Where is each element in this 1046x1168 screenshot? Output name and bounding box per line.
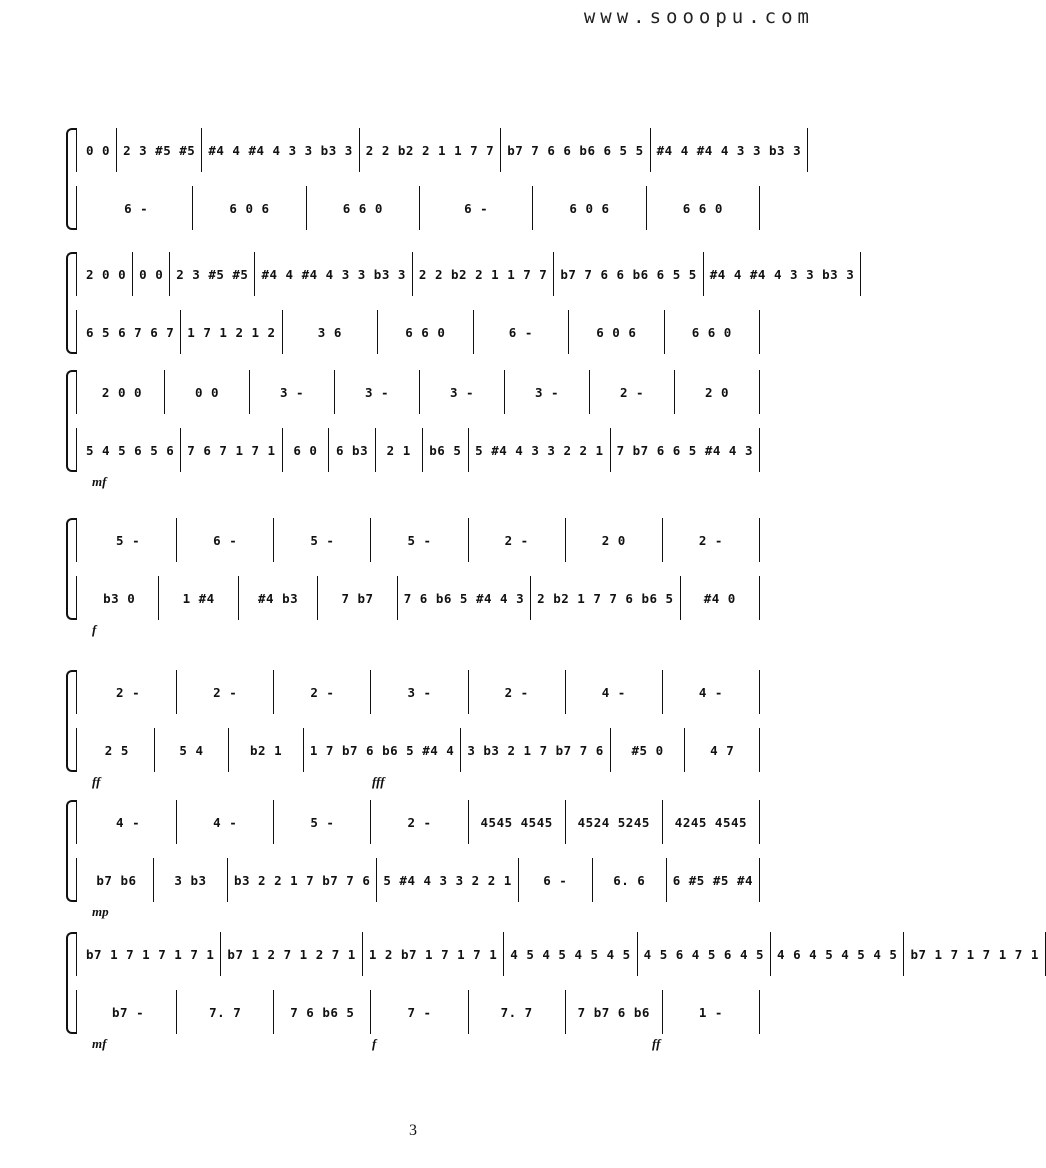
upper-staff xyxy=(72,128,802,172)
measure: #4 4 #4 4 3 3 b3 3 xyxy=(202,128,359,172)
music-system xyxy=(72,932,1039,1051)
measure: b7 7 6 6 b6 6 5 5 xyxy=(501,128,650,172)
measure: 4245 4545 xyxy=(663,800,760,844)
measure: 4 - xyxy=(663,670,760,714)
measure: 0 0 xyxy=(165,370,250,414)
measure: b7 - xyxy=(80,990,177,1034)
measure: b6 5 xyxy=(423,428,470,472)
lower-staff xyxy=(72,186,760,230)
measure: 2 - xyxy=(80,670,177,714)
measure: 7 b7 6 6 5 #4 4 3 xyxy=(611,428,760,472)
measure: 6 6 0 xyxy=(378,310,473,354)
measure: 7 - xyxy=(371,990,468,1034)
measure: 6 6 0 xyxy=(307,186,420,230)
measure: 5 #4 4 3 3 2 2 1 xyxy=(469,428,610,472)
lower-staff xyxy=(72,858,760,902)
measure: 2 0 xyxy=(675,370,760,414)
measure: 3 b3 xyxy=(154,858,228,902)
upper-staff xyxy=(72,370,760,414)
upper-staff xyxy=(72,932,1039,976)
measure: 2 - xyxy=(590,370,675,414)
measure: 2 - xyxy=(274,670,371,714)
measure: 3 - xyxy=(505,370,590,414)
measure: 2 3 #5 #5 xyxy=(117,128,202,172)
measure: 3 - xyxy=(371,670,468,714)
measure: 5 - xyxy=(80,518,177,562)
measure: #4 4 #4 4 3 3 b3 3 xyxy=(651,128,808,172)
measure: 2 0 0 xyxy=(80,370,165,414)
upper-staff xyxy=(72,800,760,844)
measure: 6 - xyxy=(474,310,569,354)
measure: 5 - xyxy=(274,800,371,844)
measure: 7 6 7 1 7 1 xyxy=(181,428,282,472)
measure: 4524 5245 xyxy=(566,800,663,844)
measure: 6 6 0 xyxy=(665,310,760,354)
measure: b7 1 7 1 7 1 7 1 xyxy=(904,932,1045,976)
measure: #5 0 xyxy=(611,728,686,772)
music-system xyxy=(72,670,760,789)
measure: 6 0 xyxy=(283,428,330,472)
measure: 3 - xyxy=(250,370,335,414)
measure: 1 #4 xyxy=(159,576,238,620)
music-system xyxy=(72,518,760,637)
measure: 2 - xyxy=(371,800,468,844)
measure: 2 5 xyxy=(80,728,155,772)
measure: 7. 7 xyxy=(469,990,566,1034)
measure: 2 b2 1 7 7 6 b6 5 xyxy=(531,576,680,620)
music-system xyxy=(72,370,760,489)
measure: 6 - xyxy=(420,186,533,230)
upper-staff xyxy=(72,252,855,296)
lower-staff xyxy=(72,576,760,620)
measure: b7 1 7 1 7 1 7 1 xyxy=(80,932,221,976)
measure: 2 3 #5 #5 xyxy=(170,252,255,296)
dynamic-marking: mp xyxy=(92,904,109,919)
measure: 6 0 6 xyxy=(569,310,664,354)
measure: b7 1 2 7 1 2 7 1 xyxy=(221,932,362,976)
measure: 5 - xyxy=(371,518,468,562)
measure: #4 4 #4 4 3 3 b3 3 xyxy=(704,252,861,296)
measure: 0 0 xyxy=(133,252,170,296)
measure: 0 0 xyxy=(80,128,117,172)
measure: 7 6 b6 5 #4 4 3 xyxy=(398,576,531,620)
upper-staff xyxy=(72,670,760,714)
measure: b3 0 xyxy=(80,576,159,620)
measure: 6 - xyxy=(177,518,274,562)
measure: 5 4 5 6 5 6 xyxy=(80,428,181,472)
measure: 5 - xyxy=(274,518,371,562)
measure: 7 b7 6 b6 xyxy=(566,990,663,1034)
measure: 4 - xyxy=(177,800,274,844)
measure: 4 5 6 4 5 6 4 5 xyxy=(638,932,771,976)
measure: 6 - xyxy=(80,186,193,230)
dynamic-marking: f xyxy=(372,1036,377,1051)
measure: 4545 4545 xyxy=(469,800,566,844)
measure: 4 7 xyxy=(685,728,760,772)
measure: b2 1 xyxy=(229,728,304,772)
measure: 4 6 4 5 4 5 4 5 xyxy=(771,932,904,976)
measure: 5 #4 4 3 3 2 2 1 xyxy=(377,858,518,902)
dynamic-marking: ff xyxy=(652,1036,661,1051)
lower-staff xyxy=(72,728,760,772)
measure: 6 6 0 xyxy=(647,186,760,230)
dynamic-marking: ff xyxy=(92,774,101,789)
measure: b3 2 2 1 7 b7 7 6 xyxy=(228,858,377,902)
page-number: 3 xyxy=(409,1122,417,1139)
music-system xyxy=(72,252,855,354)
dynamic-marking: f xyxy=(92,622,97,637)
music-system xyxy=(72,128,802,230)
measure: 2 1 xyxy=(376,428,423,472)
measure: 2 - xyxy=(469,670,566,714)
measure: 6 0 6 xyxy=(193,186,306,230)
measure: 6 0 6 xyxy=(533,186,646,230)
measure: 3 6 xyxy=(283,310,378,354)
measure: 6 b3 xyxy=(329,428,376,472)
measure: 1 2 b7 1 7 1 7 1 xyxy=(363,932,504,976)
measure: #4 b3 xyxy=(239,576,318,620)
lower-staff xyxy=(72,990,760,1034)
measure: 6 #5 #5 #4 xyxy=(667,858,760,902)
measure: 3 - xyxy=(335,370,420,414)
measure: #4 4 #4 4 3 3 b3 3 xyxy=(255,252,412,296)
measure: b7 b6 xyxy=(80,858,154,902)
dynamic-marking: mf xyxy=(92,474,107,489)
measure: 2 2 b2 2 1 1 7 7 xyxy=(413,252,554,296)
site-watermark: www.sooopu.com xyxy=(583,6,814,28)
dynamic-marking: fff xyxy=(372,774,385,789)
measure: 4 - xyxy=(566,670,663,714)
measure: 2 - xyxy=(469,518,566,562)
measure: #4 0 xyxy=(681,576,760,620)
measure: 1 - xyxy=(663,990,760,1034)
measure: 6 5 6 7 6 7 xyxy=(80,310,181,354)
measure: 5 4 xyxy=(155,728,230,772)
measure: 1 7 b7 6 b6 5 #4 4 xyxy=(304,728,461,772)
measure: 2 2 b2 2 1 1 7 7 xyxy=(360,128,501,172)
measure: 6 - xyxy=(519,858,593,902)
measure: 4 - xyxy=(80,800,177,844)
measure: 3 - xyxy=(420,370,505,414)
measure: 2 0 0 xyxy=(80,252,133,296)
measure: b7 7 6 6 b6 6 5 5 xyxy=(554,252,703,296)
measure: 6. 6 xyxy=(593,858,667,902)
lower-staff xyxy=(72,428,760,472)
upper-staff xyxy=(72,518,760,562)
measure: 2 - xyxy=(177,670,274,714)
measure: 1 7 1 2 1 2 xyxy=(181,310,282,354)
measure: 2 0 xyxy=(566,518,663,562)
music-system xyxy=(72,800,760,919)
lower-staff xyxy=(72,310,760,354)
measure: 7 6 b6 5 xyxy=(274,990,371,1034)
dynamic-marking: mf xyxy=(92,1036,107,1051)
measure: 7 b7 xyxy=(318,576,397,620)
measure: 2 - xyxy=(663,518,760,562)
measure: 7. 7 xyxy=(177,990,274,1034)
measure: 4 5 4 5 4 5 4 5 xyxy=(504,932,637,976)
measure: 3 b3 2 1 7 b7 7 6 xyxy=(461,728,610,772)
